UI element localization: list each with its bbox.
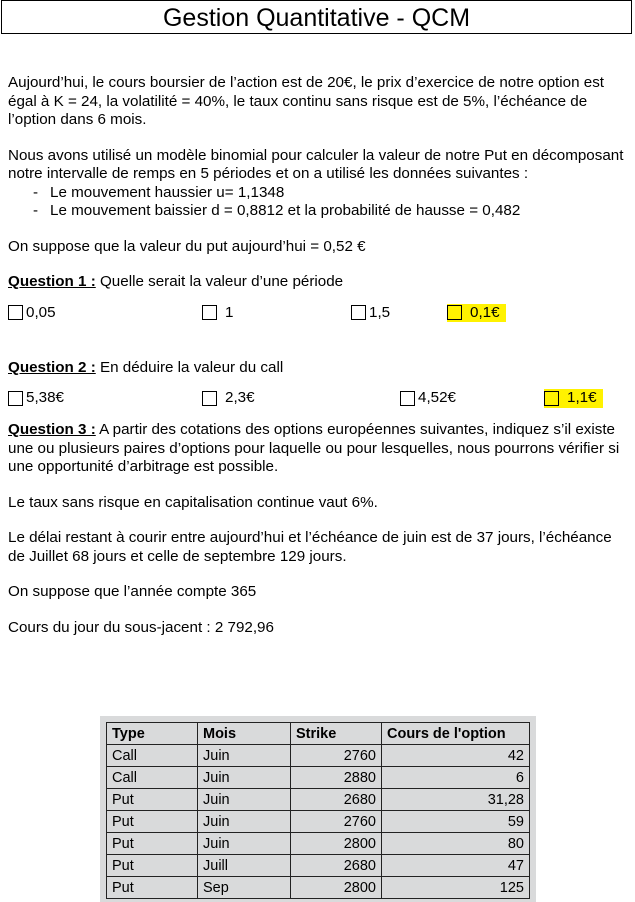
checkbox-icon[interactable]	[447, 305, 462, 320]
q1-option-b[interactable]: 1	[202, 304, 233, 323]
table-cell: Put	[107, 877, 198, 899]
question-3-text: A partir des cotations des options européennes suivantes, indiquez s’il existe une ou plusieurs paires d’options pour laquelle ou pour lesquelles, nous pourrons vérifier si une opportunité d’arbitrage est possible.	[8, 421, 620, 475]
table-cell: Sep	[198, 877, 291, 899]
checkbox-icon[interactable]	[8, 391, 23, 406]
table-cell: 125	[382, 877, 530, 899]
table-row	[107, 745, 530, 767]
table-row	[107, 767, 530, 789]
table-cell: 2800	[291, 877, 382, 899]
table-header-row	[107, 723, 530, 745]
intro-paragraph: Aujourd’hui, le cours boursier de l’action est de 20€, le prix d’exercice de notre option est égal à K = 24, la volatilité = 40%, le taux continu sans risque est de 5%, l’échéance de l’option dans 6 mois.	[8, 74, 605, 128]
table-cell: Call	[107, 767, 198, 789]
page-title: Gestion Quantitative - QCM	[1, 0, 632, 34]
q1-option-c[interactable]: 1,5	[351, 304, 390, 323]
table-cell: 80	[382, 833, 530, 855]
binomial-list	[8, 184, 628, 221]
table-cell: Put	[107, 855, 198, 877]
table-cell: Put	[107, 789, 198, 811]
checkbox-icon[interactable]	[351, 305, 366, 320]
question-1-text: Quelle serait la valeur d’une période	[95, 273, 344, 290]
table-cell: 31,28	[382, 789, 530, 811]
table-row	[107, 789, 530, 811]
q1-option-d-highlighted[interactable]: 0,1€	[447, 304, 506, 323]
document-body	[8, 74, 628, 637]
list-item: - Le mouvement haussier u= 1,1348	[8, 184, 628, 203]
table-cell: 2800	[291, 833, 382, 855]
list-item: - Le mouvement baissier d = 0,8812 et la probabilité de hausse = 0,482	[8, 202, 628, 221]
q2-option-b[interactable]: 2,3€	[202, 389, 255, 408]
question-2-text: En déduire la valeur du call	[95, 358, 284, 376]
column-header: Cours de l'option	[382, 723, 530, 745]
table-cell: Juin	[198, 745, 291, 767]
question-1	[8, 273, 628, 292]
table-row	[107, 877, 530, 899]
table-cell: 2760	[291, 745, 382, 767]
checkbox-icon[interactable]	[202, 391, 217, 406]
table-row	[107, 811, 530, 833]
checkbox-icon[interactable]	[400, 391, 415, 406]
table-cell: 2680	[291, 855, 382, 877]
q2-option-d-highlighted[interactable]: 1,1€	[544, 389, 603, 408]
table-cell: 2760	[291, 811, 382, 833]
q1-option-a[interactable]: 0,05	[8, 304, 56, 323]
question-2	[8, 359, 628, 378]
table-row	[107, 855, 530, 877]
table-cell: Juin	[198, 789, 291, 811]
year-paragraph: On suppose que l’année compte 365	[8, 583, 257, 600]
table-cell: Juin	[198, 767, 291, 789]
table-cell: 42	[382, 745, 530, 767]
put-value-paragraph: On suppose que la valeur du put aujourd’hui = 0,52 €	[8, 237, 366, 255]
question-2-options	[8, 389, 628, 409]
table-cell: 6	[382, 767, 530, 789]
checkbox-icon[interactable]	[8, 305, 23, 320]
q2-option-a[interactable]: 5,38€	[8, 389, 64, 408]
table-cell: Put	[107, 833, 198, 855]
question-3	[8, 421, 628, 477]
q2-option-c[interactable]: 4,52€	[400, 389, 456, 408]
table-cell: 47	[382, 855, 530, 877]
table-cell: Put	[107, 811, 198, 833]
delay-paragraph: Le délai restant à courir entre aujourd’hui et l’échéance de juin est de 37 jours, l’échéance de Juillet 68 jours et celle de septembre 129 jours.	[8, 529, 612, 565]
column-header: Type	[107, 723, 198, 745]
column-header: Strike	[291, 723, 382, 745]
table-cell: 2680	[291, 789, 382, 811]
options-table	[106, 722, 530, 899]
table-cell: Juill	[198, 855, 291, 877]
table-cell: Juin	[198, 833, 291, 855]
table-cell: 2880	[291, 767, 382, 789]
table-cell: Call	[107, 745, 198, 767]
checkbox-icon[interactable]	[202, 305, 217, 320]
rate-paragraph: Le taux sans risque en capitalisation continue vaut 6%.	[8, 493, 378, 511]
question-3-label: Question 3 :	[8, 421, 96, 438]
options-table-image	[100, 716, 536, 902]
checkbox-icon[interactable]	[544, 391, 559, 406]
binomial-paragraph: Nous avons utilisé un modèle binomial pour calculer la valeur de notre Put en décomposant notre intervalle de remps en 5 périodes et on a utilisé les données suivantes :	[8, 146, 624, 182]
table-cell: Juin	[198, 811, 291, 833]
table-row	[107, 833, 530, 855]
spot-paragraph: Cours du jour du sous-jacent : 2 792,96	[8, 618, 274, 636]
question-1-label: Question 1 :	[8, 273, 96, 290]
column-header: Mois	[198, 723, 291, 745]
table-cell: 59	[382, 811, 530, 833]
question-1-options	[8, 304, 628, 324]
question-2-label: Question 2 :	[8, 358, 96, 376]
